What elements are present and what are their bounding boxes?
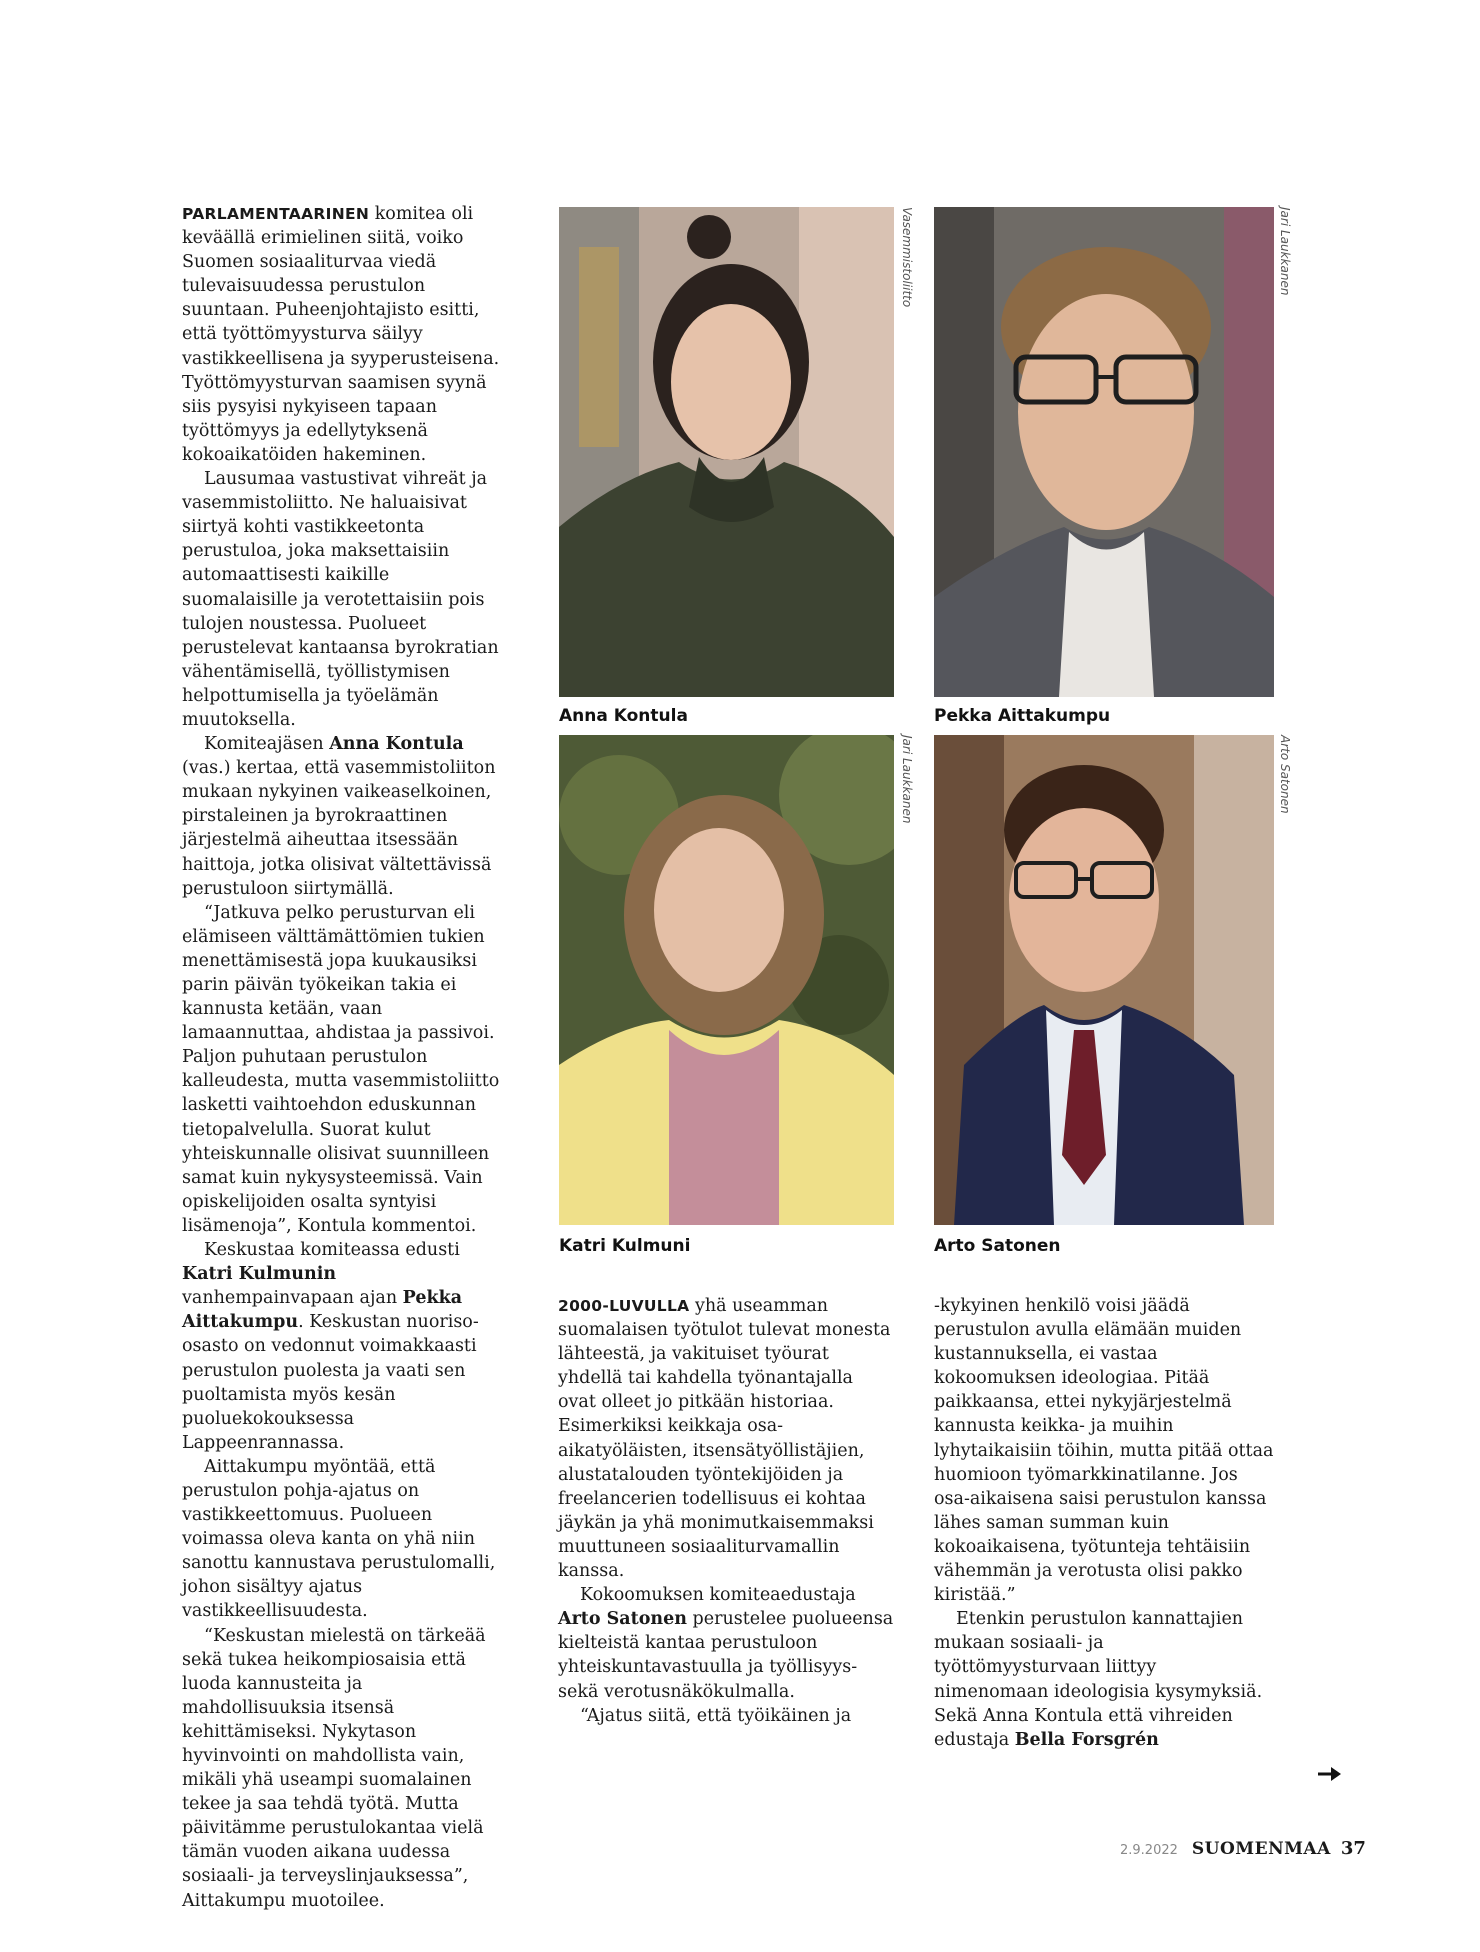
paragraph: Kokoomuksen komiteaedustaja Arto Satonen perustelee puolueensa kielteistä kantaa perustuloon yhteiskuntavastuulla ja työllisyys- sekä verotusnäkökulmalla. — [558, 1585, 894, 1702]
lead-word: PARLAMENTAARINEN — [182, 205, 370, 223]
photo-credit: Jari Laukkanen — [1278, 207, 1292, 296]
paragraph: PARLAMENTAARINEN komitea oli keväällä erimielinen siitä, voiko Suomen sosiaaliturvaa viedä tulevaisuudessa perustulon suuntaan. Puheenjohtajisto esitti, että työttömyysturva säilyy vastikkeellisena ja syyperusteisena. Työttömyysturvan saamisen syynä siis pysyisi nykyiseen tapaan työttömyys ja edellytyksenä kokoaikatöiden hakeminen. — [182, 204, 500, 465]
person-name: Katri Kulmunin — [182, 1264, 337, 1285]
photo-caption: Arto Satonen — [934, 1236, 1061, 1256]
article-column-2 — [558, 1294, 896, 1728]
paragraph: Aittakumpu myöntää, että perustulon pohja-ajatus on vastikkeettomuus. Puolueen voimassa oleva kanta on yhä niin sanottu kannustava perustulomalli, johon sisältyy ajatus vastikkeellisuudesta. — [182, 1456, 496, 1622]
paragraph: Keskustaa komiteassa edusti Katri Kulmunin vanhempainvapaan ajan Pekka Aittakumpu. Keskustan nuoriso-osasto on vedonnut voimakkaasti perustulon puolesta ja vaati sen puoltamista myös kesän puoluekokouksessa Lappeenrannassa. — [182, 1240, 479, 1453]
article-column-1 — [182, 202, 502, 1913]
magazine-name: SUOMENMAA — [1191, 1839, 1331, 1859]
paragraph: “Keskustan mielestä on tärkeää sekä tukea heikompiosaisia että luoda kannusteita ja mahdollisuuksia itsensä kehittämiseksi. Nykytason hyvinvointi on mahdollista vain, mikäli yhä useampi suomalainen tekee ja saa tehdä työtä. Mutta päivitämme perustulokantaa vielä tämän vuoden aikana uudessa sosiaali- ja terveyslinjauksessa”, Aittakumpu muotoilee. — [182, 1625, 486, 1911]
photo-caption: Anna Kontula — [559, 706, 688, 726]
photo-caption: Katri Kulmuni — [559, 1236, 691, 1256]
paragraph: -kykyinen henkilö voisi jäädä perustulon avulla elämään muiden kustannuksella, ei vastaa kokoomuksen ideologiaa. Pitää paikkaansa, ettei nykyjärjestelmä kannusta keikka- ja muihin lyhytaikaisiin töihin, mutta pitää ottaa huomioon työmarkkinatilanne. Jos osa-aikaisena saisi perustulon kanssa lähes saman summan kuin kokoaikaisena, työtunteja tehtäisiin vähemmän ja verotusta olisi pakko kiristää.” — [934, 1296, 1274, 1606]
photo-credit: Vasemmistoliitto — [900, 207, 914, 308]
paragraph: Komiteajäsen Anna Kontula (vas.) kertaa, että vasemmistoliiton mukaan nykyinen vaikeaselkoinen, pirstaleinen ja byrokraattinen järjestelmä aiheuttaa itsessään haittoja, jotka olisivat vältettävissä perustuloon siirtymällä. — [182, 734, 496, 899]
continue-arrow-icon — [1318, 1766, 1342, 1786]
paragraph: “Jatkuva pelko perusturvan eli elämiseen välttämättömien tukien menettämisestä jopa kuukausiksi parin päivän työkeikan takia ei kannusta ketään, vaan lamaannuttaa, ahdistaa ja passivoi. Paljon puhutaan perustulon kalleudesta, mutta vasemmistoliitto laskettі vaihtoehdon eduskunnan tietopalvelulla. Suorat kulut yhteiskunnalle olisivat suunnilleen samat kuin nykysysteemissä. Vain opiskelijoiden osalta syntyisi lisämenoja”, Kontula kommentoi. — [182, 902, 500, 1236]
paragraph: Lausumaa vastustivat vihreät ja vasemmistoliitto. Ne haluaisivat siirtyä kohti vastikkeetonta perustuloa, joka maksettaisiin automaattisesti kaikille suomalaisille ja verotettaisiin pois tulojen noustessa. Puolueet perustelevat kantaansa byrokratian vähentämisellä, työllistymisen helpottumisella ja työelämän muutoksella. — [182, 469, 499, 730]
paragraph: 2000-LUVULLA yhä useamman suomalaisen työtulot tulevat monesta lähteestä, ja vakituiset työurat yhdellä tai kahdella työnantajalla ovat olleet jo pitkään historiaa. Esimerkiksi keikkaja osa-aikatyöläisten, itsensätyöllistäjien, alustatalouden työntekijöiden ja freelancerien todellisuus ei kohtaa jäykän ja yhä monimutkaisemmaksi muuttuneen sosiaaliturvamallin kanssa. — [558, 1296, 891, 1582]
photo-katri-kulmuni — [559, 735, 894, 1225]
page-number: 37 — [1340, 1838, 1366, 1859]
page-footer — [1120, 1838, 1366, 1868]
photo-pekka-aittakumpu — [934, 207, 1274, 697]
paragraph: “Ajatus siitä, että työikäinen ja — [580, 1705, 852, 1726]
issue-date: 2.9.2022 — [1120, 1843, 1178, 1858]
paragraph: Etenkin perustulon kannattajien mukaan sosiaali- ja työttömyysturvaan liittyy nimenomaan ideologisia kysymyksiä. Sekä Anna Kontula että vihreiden edustaja Bella Forsgrén — [934, 1609, 1263, 1750]
lead-word: 2000-LUVULLA — [558, 1297, 690, 1315]
person-name: Bella Forsgrén — [1014, 1729, 1159, 1750]
photo-credit: Jari Laukkanen — [900, 735, 914, 824]
person-name: Pekka Aittakumpu — [182, 1288, 463, 1333]
person-name: Anna Kontula — [329, 734, 464, 755]
person-name: Arto Satonen — [558, 1609, 687, 1630]
photo-arto-satonen — [934, 735, 1274, 1225]
article-column-3 — [934, 1294, 1274, 1752]
photo-anna-kontula — [559, 207, 894, 697]
photo-caption: Pekka Aittakumpu — [934, 706, 1111, 726]
photo-credit: Arto Satonen — [1278, 735, 1292, 814]
